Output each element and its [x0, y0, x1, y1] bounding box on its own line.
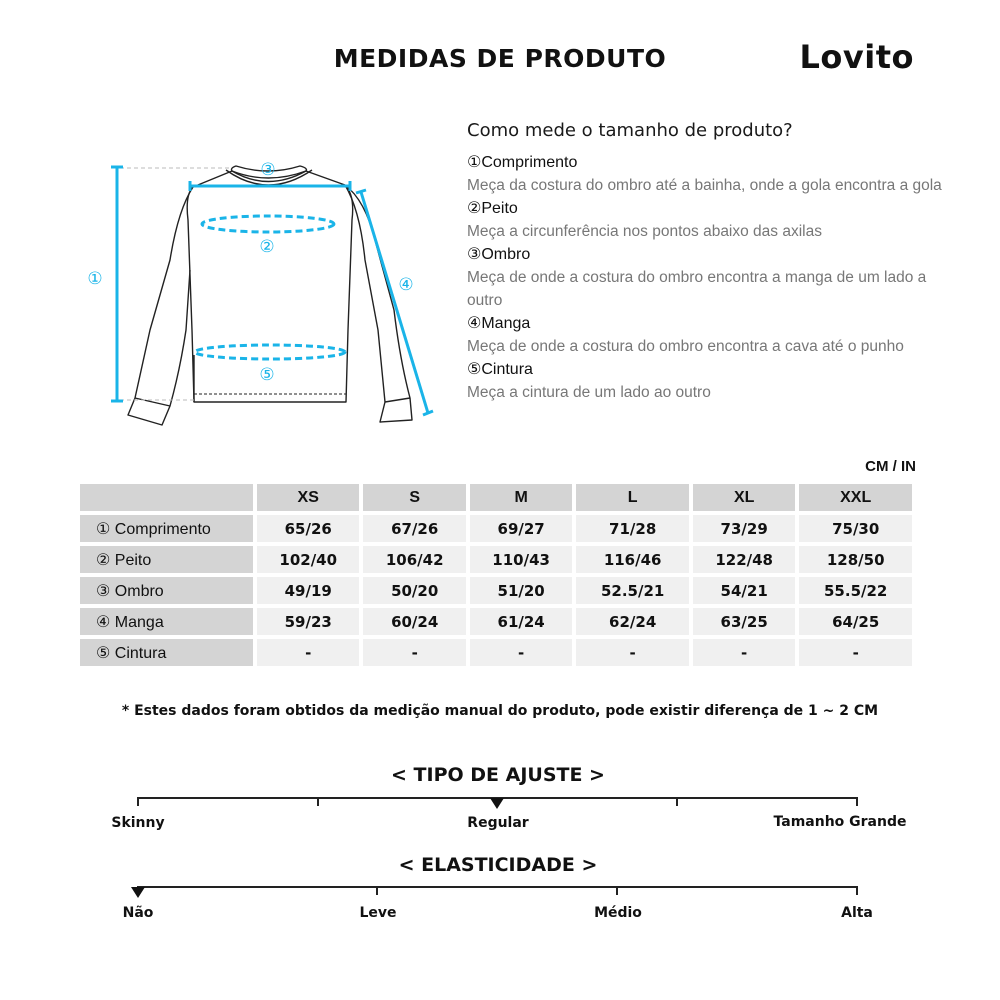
measure-heading-sleeve: ④Manga [467, 315, 531, 332]
fit-label-regular: Regular [467, 815, 529, 831]
size-header: XL [693, 484, 795, 511]
table-cell: 106/42 [363, 546, 465, 573]
row-label: ⑤ Cintura [80, 639, 253, 666]
size-header-row [80, 484, 912, 511]
table-cell: 75/30 [799, 515, 912, 542]
size-header: L [576, 484, 689, 511]
marker-waist: ⑤ [259, 365, 275, 385]
size-header: XXL [799, 484, 912, 511]
table-cell: 54/21 [693, 577, 795, 604]
table-cell: 51/20 [470, 577, 572, 604]
sweater-diagram [75, 150, 445, 440]
table-cell: 61/24 [470, 608, 572, 635]
marker-sleeve: ④ [398, 275, 414, 295]
elasticity-label-high: Alta [841, 905, 873, 921]
table-cell: - [799, 639, 912, 666]
table-cell: 50/20 [363, 577, 465, 604]
table-cell: 64/25 [799, 608, 912, 635]
size-table [76, 480, 916, 670]
row-label: ④ Manga [80, 608, 253, 635]
table-cell: 116/46 [576, 546, 689, 573]
table-cell: 73/29 [693, 515, 795, 542]
table-cell: 65/26 [257, 515, 359, 542]
fit-tick [137, 797, 139, 806]
elasticity-scale-line [137, 886, 858, 888]
fit-title: < TIPO DE AJUSTE > [391, 764, 605, 786]
table-cell: - [576, 639, 689, 666]
row-label: ③ Ombro [80, 577, 253, 604]
table-row [80, 577, 912, 604]
measure-desc-chest: Meça a circunferência nos pontos abaixo das axilas [467, 223, 822, 240]
table-cell: 52.5/21 [576, 577, 689, 604]
marker-shoulder: ③ [260, 160, 276, 180]
sweater-outline [128, 166, 412, 425]
fit-label-skinny: Skinny [111, 815, 165, 831]
elasticity-label-none: Não [122, 905, 154, 921]
unit-label: CM / IN [865, 458, 916, 475]
table-cell: 71/28 [576, 515, 689, 542]
table-row [80, 608, 912, 635]
marker-chest: ② [259, 237, 275, 257]
table-cell: - [470, 639, 572, 666]
elasticity-tick [856, 886, 858, 895]
fit-tick [676, 797, 678, 806]
table-cell: 102/40 [257, 546, 359, 573]
table-cell: - [363, 639, 465, 666]
how-to-question: Como mede o tamanho de produto? [467, 120, 793, 141]
table-cell: 49/19 [257, 577, 359, 604]
table-cell: 110/43 [470, 546, 572, 573]
measure-heading-chest: ②Peito [467, 200, 518, 217]
table-row [80, 515, 912, 542]
elasticity-tick [616, 886, 618, 895]
elasticity-selected-marker [131, 887, 145, 898]
size-header: S [363, 484, 465, 511]
table-cell: 60/24 [363, 608, 465, 635]
measure-heading-shoulder: ③Ombro [467, 246, 531, 263]
size-header: M [470, 484, 572, 511]
table-row [80, 546, 912, 573]
measure-heading-length: ①Comprimento [467, 154, 578, 171]
table-cell: 128/50 [799, 546, 912, 573]
fit-label-large: Tamanho Grande [773, 814, 907, 830]
table-cell: - [693, 639, 795, 666]
measure-desc-sleeve: Meça de onde a costura do ombro encontra a cava até o punho [467, 338, 904, 355]
table-cell: 62/24 [576, 608, 689, 635]
fit-selected-marker [490, 798, 504, 809]
row-label: ① Comprimento [80, 515, 253, 542]
measurement-note: * Estes dados foram obtidos da medição manual do produto, pode existir diferença de 1 ~ 2 CM [121, 703, 879, 719]
measure-desc-length: Meça da costura do ombro até a bainha, onde a gola encontra a gola [467, 177, 942, 194]
measure-heading-waist: ⑤Cintura [467, 361, 533, 378]
sleeve-line [361, 192, 428, 413]
table-cell: - [257, 639, 359, 666]
table-row [80, 639, 912, 666]
table-cell: 55.5/22 [799, 577, 912, 604]
size-header: XS [257, 484, 359, 511]
table-cell: 67/26 [363, 515, 465, 542]
fit-tick [317, 797, 319, 806]
table-cell: 59/23 [257, 608, 359, 635]
fit-tick [856, 797, 858, 806]
elasticity-title: < ELASTICIDADE > [398, 854, 598, 876]
brand-logo: Lovito [799, 38, 914, 76]
page-title: MEDIDAS DE PRODUTO [333, 44, 667, 73]
elasticity-label-light: Leve [359, 905, 397, 921]
row-label: ② Peito [80, 546, 253, 573]
table-cell: 122/48 [693, 546, 795, 573]
elasticity-tick [376, 886, 378, 895]
how-to-measure [467, 120, 947, 404]
elasticity-label-medium: Médio [594, 905, 642, 921]
table-cell: 63/25 [693, 608, 795, 635]
header-empty [80, 484, 253, 511]
marker-length: ① [87, 269, 103, 289]
measure-desc-waist: Meça a cintura de um lado ao outro [467, 384, 711, 401]
measure-desc-shoulder: Meça de onde a costura do ombro encontra a manga de um lado a outro [467, 269, 927, 309]
table-cell: 69/27 [470, 515, 572, 542]
